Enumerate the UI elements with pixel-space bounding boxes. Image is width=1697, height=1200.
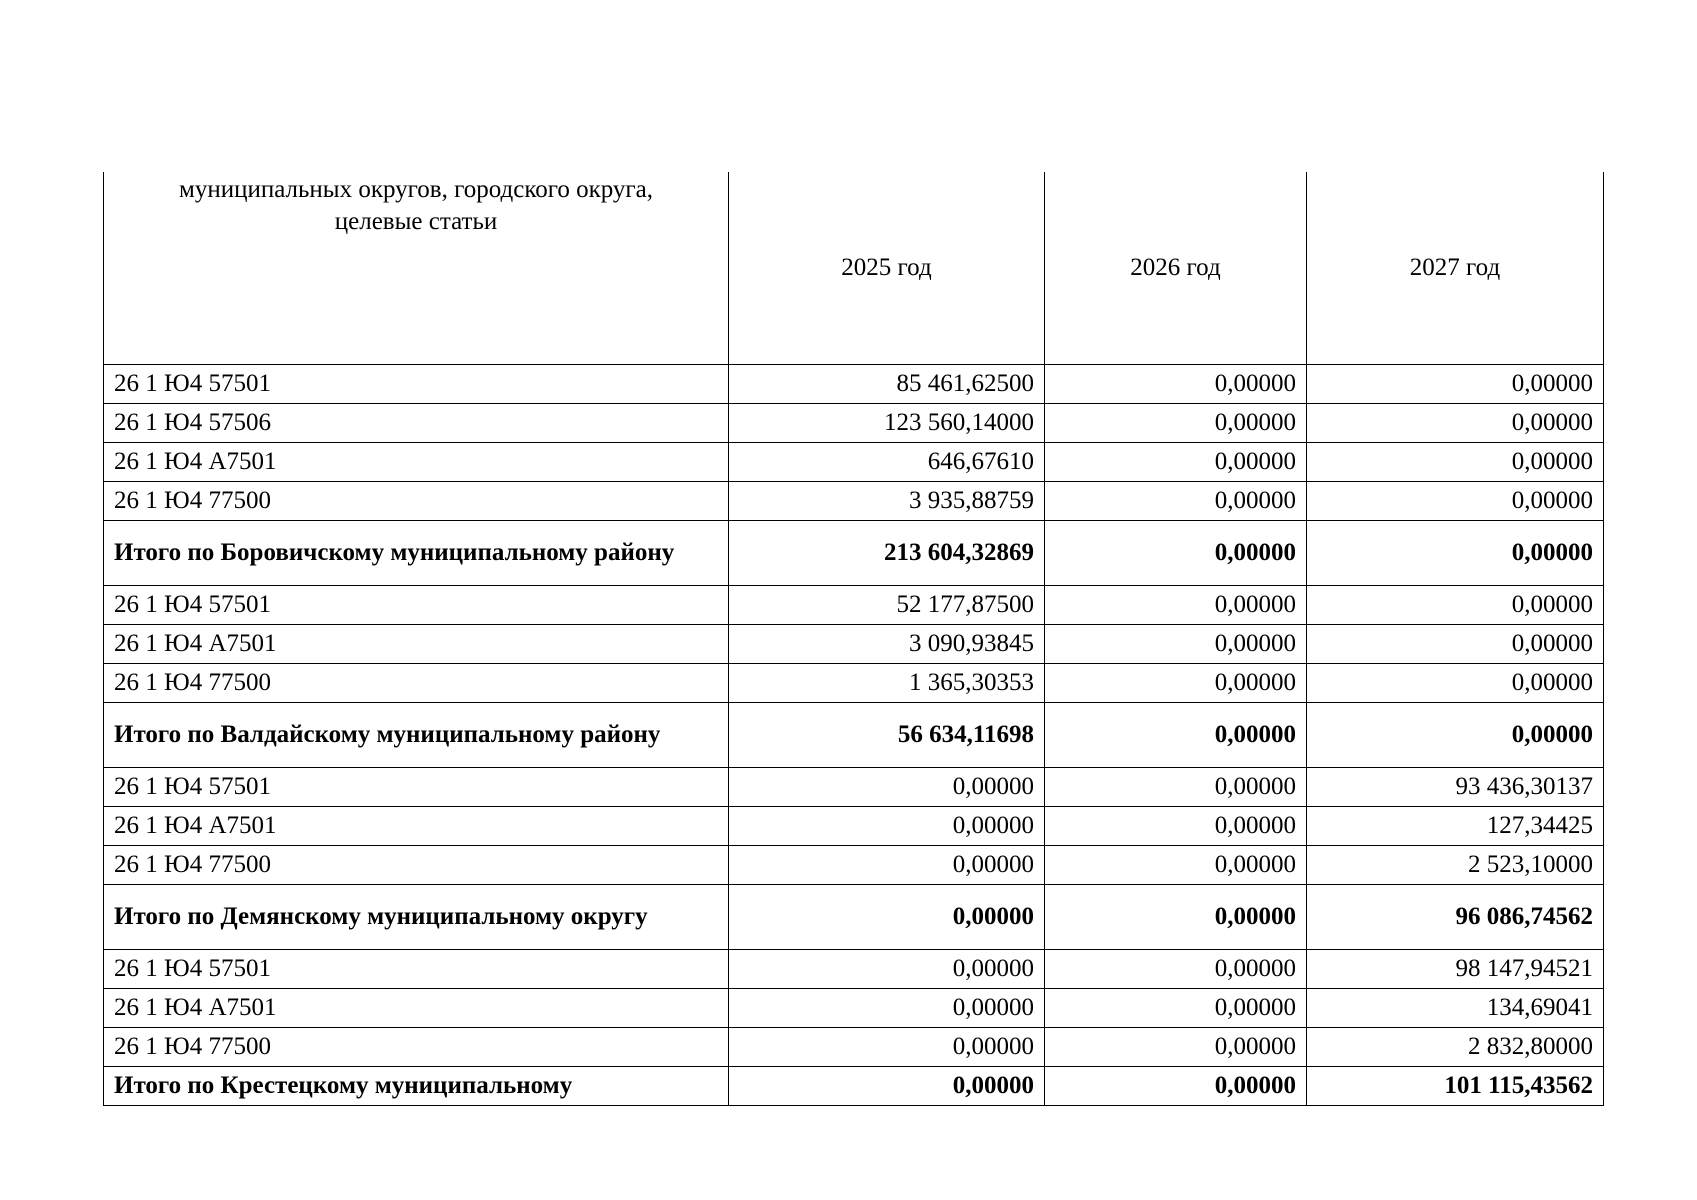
total-label: Итого по Крестецкому муниципальному [104,1067,729,1106]
value-2026: 0,00000 [1045,703,1307,768]
value-2025: 3 935,88759 [729,482,1045,521]
value-2026: 0,00000 [1045,443,1307,482]
value-2026: 0,00000 [1045,807,1307,846]
total-label: Итого по Демянскому муниципальному округу [104,885,729,950]
target-article-code: 26 1 Ю4 57506 [104,404,729,443]
value-2027: 0,00000 [1307,443,1604,482]
value-2027: 0,00000 [1307,365,1604,404]
value-2026: 0,00000 [1045,1028,1307,1067]
table-header-row [104,172,1604,365]
table-row [104,443,1604,482]
value-2026: 0,00000 [1045,365,1307,404]
value-2027: 0,00000 [1307,404,1604,443]
value-2026: 0,00000 [1045,989,1307,1028]
value-2027: 101 115,43562 [1307,1067,1604,1106]
value-2025: 646,67610 [729,443,1045,482]
value-2026: 0,00000 [1045,664,1307,703]
value-2027: 93 436,30137 [1307,768,1604,807]
target-article-code: 26 1 Ю4 57501 [104,586,729,625]
value-2025: 0,00000 [729,950,1045,989]
value-2026: 0,00000 [1045,950,1307,989]
total-row [104,703,1604,768]
table-row [104,768,1604,807]
total-row [104,521,1604,586]
table-row [104,664,1604,703]
target-article-code: 26 1 Ю4 А7501 [104,807,729,846]
value-2026: 0,00000 [1045,404,1307,443]
value-2027: 127,34425 [1307,807,1604,846]
table-row [104,846,1604,885]
value-2026: 0,00000 [1045,768,1307,807]
header-year-2025: 2025 год [729,172,1045,365]
value-2026: 0,00000 [1045,521,1307,586]
value-2027: 0,00000 [1307,482,1604,521]
header-year-2027: 2027 год [1307,172,1604,365]
table-body [104,365,1604,1106]
total-row [104,1067,1604,1106]
target-article-code: 26 1 Ю4 77500 [104,1028,729,1067]
header-name-cell [104,172,729,365]
table-row [104,989,1604,1028]
value-2025: 0,00000 [729,807,1045,846]
value-2027: 98 147,94521 [1307,950,1604,989]
target-article-code: 26 1 Ю4 57501 [104,768,729,807]
target-article-code: 26 1 Ю4 А7501 [104,989,729,1028]
target-article-code: 26 1 Ю4 А7501 [104,625,729,664]
table-row [104,404,1604,443]
target-article-code: 26 1 Ю4 А7501 [104,443,729,482]
table-row [104,586,1604,625]
target-article-code: 26 1 Ю4 57501 [104,365,729,404]
value-2025: 52 177,87500 [729,586,1045,625]
table-row [104,365,1604,404]
header-name-text: муниципальных округов, городского округа, целевые статьи [179,176,653,235]
header-year-2026: 2026 год [1045,172,1307,365]
value-2025: 1 365,30353 [729,664,1045,703]
value-2025: 0,00000 [729,1028,1045,1067]
value-2027: 0,00000 [1307,625,1604,664]
value-2027: 0,00000 [1307,521,1604,586]
table-row [104,482,1604,521]
value-2026: 0,00000 [1045,1067,1307,1106]
value-2026: 0,00000 [1045,586,1307,625]
value-2027: 0,00000 [1307,664,1604,703]
value-2027: 2 832,80000 [1307,1028,1604,1067]
table-row [104,807,1604,846]
target-article-code: 26 1 Ю4 57501 [104,950,729,989]
target-article-code: 26 1 Ю4 77500 [104,664,729,703]
value-2027: 134,69041 [1307,989,1604,1028]
value-2027: 0,00000 [1307,586,1604,625]
value-2026: 0,00000 [1045,846,1307,885]
value-2026: 0,00000 [1045,482,1307,521]
total-row [104,885,1604,950]
table-row [104,950,1604,989]
value-2025: 123 560,14000 [729,404,1045,443]
value-2025: 0,00000 [729,846,1045,885]
value-2027: 2 523,10000 [1307,846,1604,885]
value-2025: 3 090,93845 [729,625,1045,664]
value-2025: 85 461,62500 [729,365,1045,404]
value-2025: 0,00000 [729,1067,1045,1106]
value-2025: 0,00000 [729,768,1045,807]
value-2025: 213 604,32869 [729,521,1045,586]
value-2025: 0,00000 [729,885,1045,950]
target-article-code: 26 1 Ю4 77500 [104,482,729,521]
value-2025: 0,00000 [729,989,1045,1028]
total-label: Итого по Боровичскому муниципальному району [104,521,729,586]
budget-table [103,172,1604,1106]
target-article-code: 26 1 Ю4 77500 [104,846,729,885]
value-2027: 96 086,74562 [1307,885,1604,950]
value-2025: 56 634,11698 [729,703,1045,768]
table-row [104,625,1604,664]
value-2026: 0,00000 [1045,625,1307,664]
table-row [104,1028,1604,1067]
total-label: Итого по Валдайскому муниципальному району [104,703,729,768]
value-2027: 0,00000 [1307,703,1604,768]
value-2026: 0,00000 [1045,885,1307,950]
